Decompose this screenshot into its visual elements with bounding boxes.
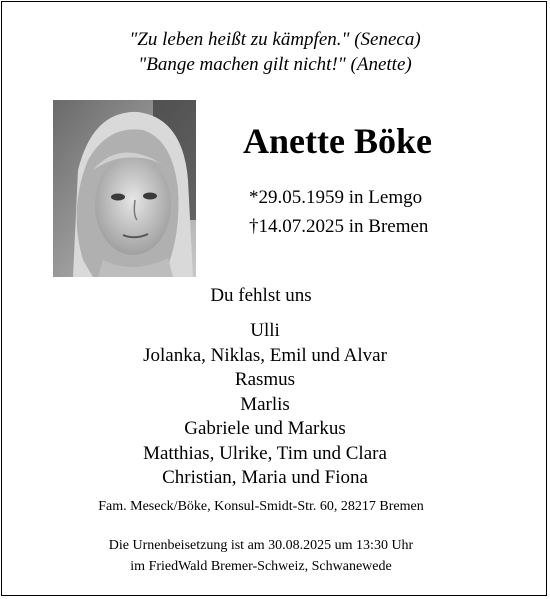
quote-anette: "Bange machen gilt nicht!" (Anette) bbox=[138, 54, 412, 75]
mourner-line: Rasmus bbox=[234, 369, 296, 390]
quote-seneca: "Zu leben heißt zu kämpfen." (Seneca) bbox=[129, 29, 421, 50]
mourners-list bbox=[0, 319, 530, 491]
missing-text: Du fehlst uns bbox=[210, 285, 312, 306]
burial-notice bbox=[0, 535, 522, 577]
birth-date: *29.05.1959 in Lemgo bbox=[249, 187, 423, 208]
deceased-name: Anette Böke bbox=[243, 121, 432, 161]
portrait-photo bbox=[53, 100, 196, 277]
mourner-line: Ulli bbox=[250, 320, 280, 341]
mourner-line: Gabriele und Markus bbox=[184, 418, 346, 439]
mourner-line: Marlis bbox=[240, 393, 290, 415]
family-address: Fam. Meseck/Böke, Konsul-Smidt-Str. 60, 28217 Bremen bbox=[98, 499, 424, 514]
mourner-line: Christian, Maria und Fiona bbox=[162, 467, 368, 488]
mourner-line: Matthias, Ulrike, Tim und Clara bbox=[143, 442, 387, 464]
death-date: †14.07.2025 in Bremen bbox=[249, 216, 429, 237]
burial-date-line: Die Urnenbeisetzung ist am 30.08.2025 um 13:30 Uhr bbox=[108, 538, 414, 553]
mourner-line: Jolanka, Niklas, Emil und Alvar bbox=[143, 344, 387, 366]
burial-location-line: im FriedWald Bremer-Schweiz, Schwanewede bbox=[130, 559, 392, 574]
